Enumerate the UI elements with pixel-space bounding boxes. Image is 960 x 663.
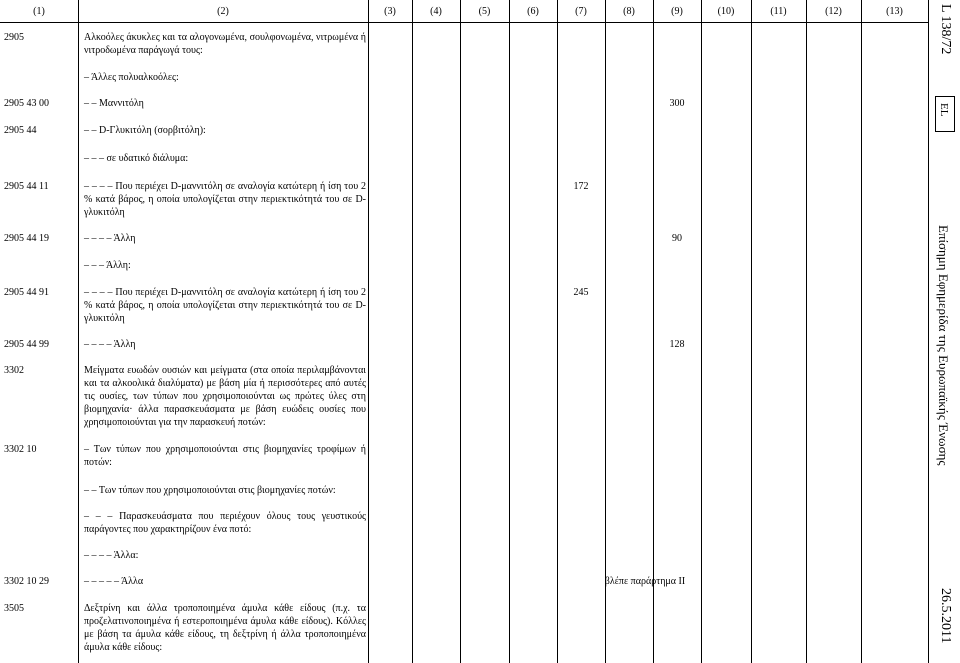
column-divider xyxy=(509,0,510,663)
row-description: – – – – Άλλη xyxy=(84,339,136,350)
column-header: (1) xyxy=(33,6,45,17)
column-header: (3) xyxy=(384,6,396,17)
column-divider xyxy=(701,0,702,663)
cn-code: 2905 44 91 xyxy=(4,287,49,298)
column-header: (12) xyxy=(825,6,842,17)
column-divider xyxy=(806,0,807,663)
cn-code: 2905 44 xyxy=(4,125,37,136)
cn-code: 2905 44 19 xyxy=(4,233,49,244)
column-divider xyxy=(751,0,752,663)
column-divider xyxy=(605,0,606,663)
cn-code: 2905 44 99 xyxy=(4,339,49,350)
column-header: (10) xyxy=(717,6,735,17)
column-header: (6) xyxy=(527,6,539,17)
page-reference: L 138/72 xyxy=(938,4,953,55)
column-divider xyxy=(460,0,461,663)
language-code: EL xyxy=(938,103,950,117)
row-description: Μείγματα ευωδών ουσιών και μείγματα (στα οποία περιλαμβάνονται και τα αλκοολικά διαλύματα) με βάση μία ή περισσότερες από αυτές τις ουσίες, των τύπων που χρησιμοποιούνται ως πρώτες ύλες στη βιομηχανία· άλλα παρασκευάσματα με βάση ευώδεις ουσίες που χρησιμοποιούνται για την παρασκευή ποτών: xyxy=(84,365,366,428)
cn-code: 2905 xyxy=(4,32,24,43)
row-description: – – – – Άλλα: xyxy=(84,550,139,561)
row-description: – – – – Που περιέχει D-μαννιτόλη σε αναλογία κατώτερη ή ίση του 2 % κατά βάρος, η οποία υπολογίζεται στην περιεκτικότητά του σε D- γλυκιτόλη xyxy=(84,181,366,218)
col9-value: 300 xyxy=(669,98,685,109)
row-description: – – Μαννιτόλη xyxy=(84,98,144,109)
column-divider xyxy=(412,0,413,663)
row-description: Δεξτρίνη και άλλα τροποποιημένα άμυλα κάθε είδους (π.χ. τα προζελατινοποιημένα ή εστεροποιημένα άμυλα κάθε είδους). Κόλλες με βάση τα άμυλα κάθε είδους, τη δεξτρίνη ή άλλα τροποποιημένα άμυλα κάθε είδους: xyxy=(84,603,366,653)
column-header: (11) xyxy=(770,6,787,17)
journal-title: Επίσημη Εφημερίδα της Ευρωπαϊκής Ένωσης xyxy=(936,225,951,466)
cn-code: 2905 44 11 xyxy=(4,181,49,192)
journal-sidebar xyxy=(928,0,960,663)
row-description: – Άλλες πολυαλκοόλες: xyxy=(84,72,179,83)
cn-code: 3505 xyxy=(4,603,24,614)
annex-note: βλέπε παράρτημα II xyxy=(604,576,686,587)
publication-date: 26.5.2011 xyxy=(938,588,953,644)
col7-value: 172 xyxy=(573,181,589,192)
column-header: (9) xyxy=(671,6,683,17)
table-header xyxy=(0,0,928,23)
cn-code: 2905 43 00 xyxy=(4,98,49,109)
row-description: – – – – Που περιέχει D-μαννιτόλη σε αναλογία κατώτερη ή ίση του 2 % κατά βάρος, η οποία υπολογίζεται στην περιεκτικότητά του σε D- γλυκιτόλη xyxy=(84,287,366,324)
row-description: Αλκοόλες άκυκλες και τα αλογονωμένα, σουλφονωμένα, νιτρωμένα ή νιτροδωμένα παράγωγά τους: xyxy=(84,32,366,56)
column-header: (5) xyxy=(478,6,491,17)
column-header: (7) xyxy=(575,6,587,17)
column-divider xyxy=(557,0,558,663)
row-description: – – – – – Άλλα xyxy=(84,576,144,587)
row-description: – – – σε υδατικό διάλυμα: xyxy=(84,153,189,164)
column-divider xyxy=(368,0,369,663)
row-description: – – – – Άλλη xyxy=(84,233,136,244)
row-description: – – – Παρασκευάσματα που περιέχουν όλους τους γευστικούς παράγοντες που χαρακτηρίζουν ένα ποτό: xyxy=(84,511,366,535)
row-description: – – Των τύπων που χρησιμοποιούνται στις βιομηχανίες ποτών: xyxy=(84,485,336,496)
row-description: – – – Άλλη: xyxy=(84,260,131,271)
col7-value: 245 xyxy=(573,287,589,298)
col9-value: 90 xyxy=(672,233,682,244)
column-header: (2) xyxy=(217,6,229,17)
column-header: (13) xyxy=(886,6,903,17)
cn-code: 3302 10 29 xyxy=(4,576,49,587)
cn-code: 3302 xyxy=(4,365,24,376)
column-header: (8) xyxy=(623,6,635,17)
col9-value: 128 xyxy=(669,339,685,350)
column-divider xyxy=(78,0,79,663)
row-description: – Των τύπων που χρησιμοποιούνται στις βιομηχανίες τροφίμων ή ποτών: xyxy=(84,444,366,468)
column-divider xyxy=(861,0,862,663)
column-header: (4) xyxy=(430,6,442,17)
cn-code: 3302 10 xyxy=(4,444,37,455)
row-description: – – D-Γλυκιτόλη (σορβιτόλη): xyxy=(84,125,206,136)
